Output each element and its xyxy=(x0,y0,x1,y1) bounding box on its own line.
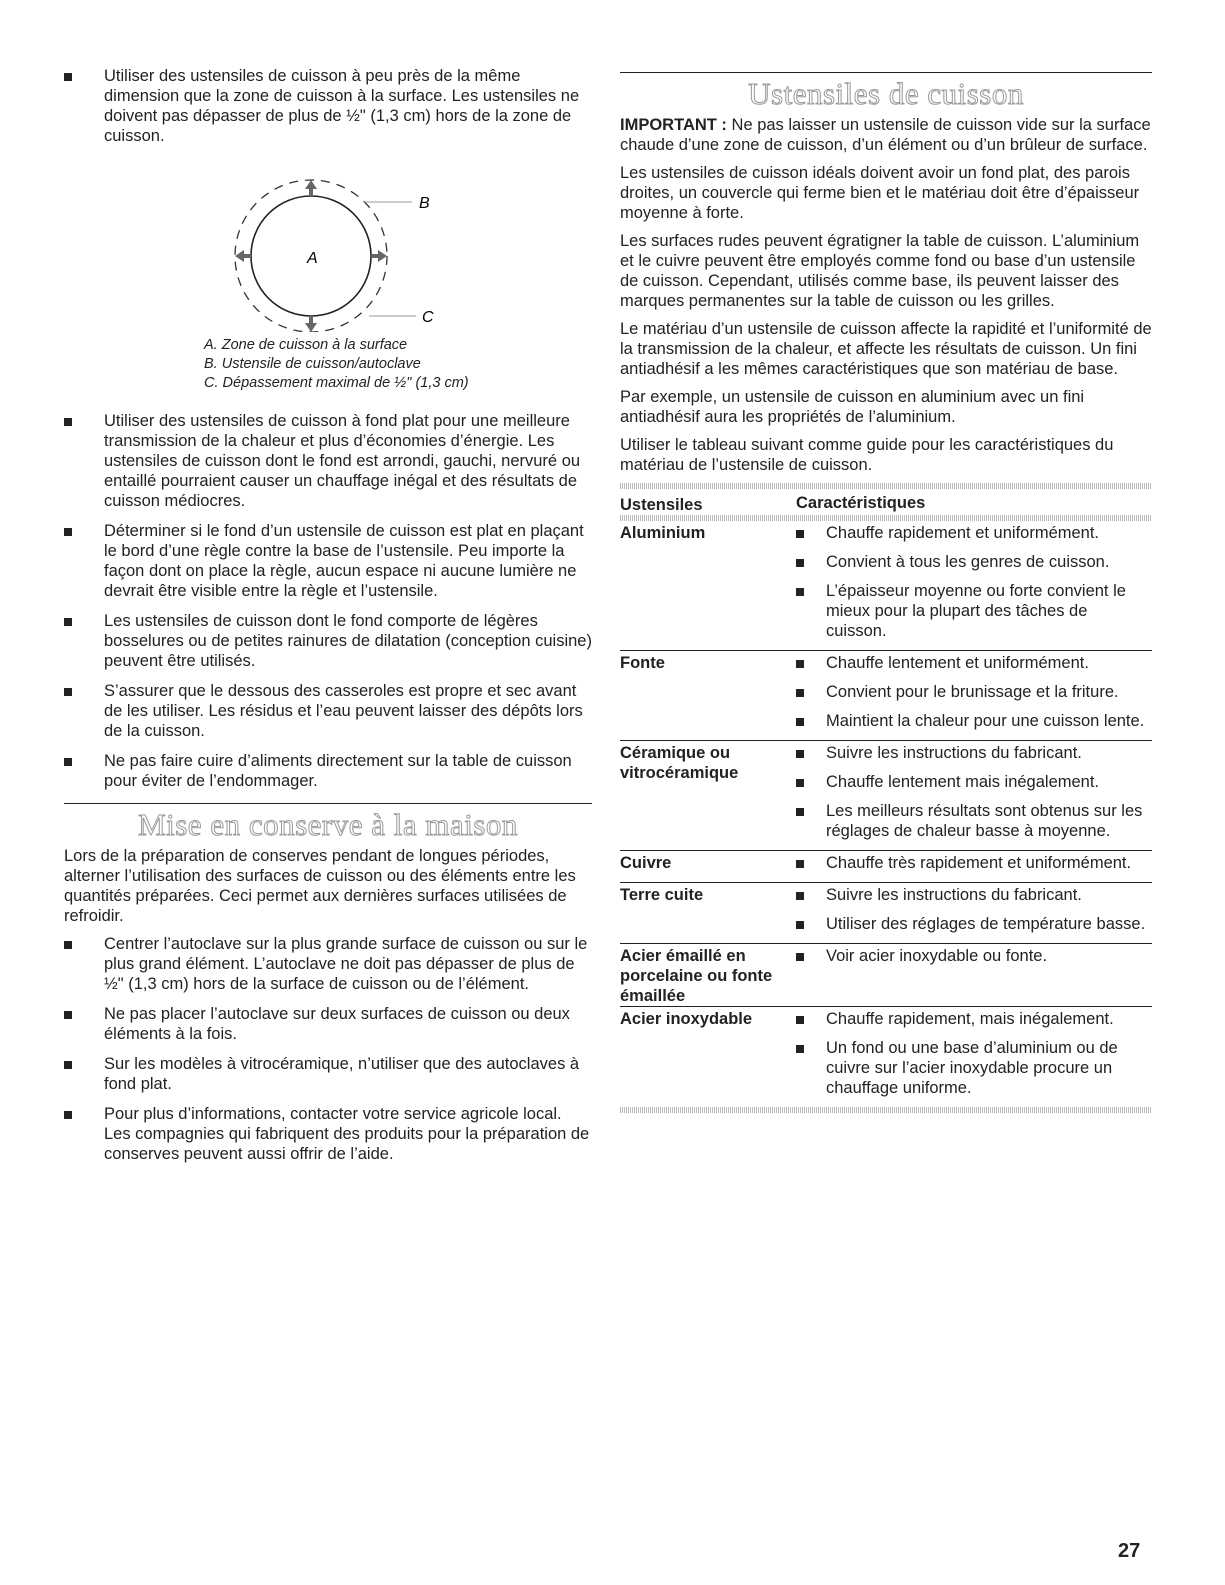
important-label: IMPORTANT : xyxy=(620,116,727,134)
material-row xyxy=(620,851,1152,883)
material-name: Acier émaillé en porcelaine ou fonte émaillée xyxy=(620,944,796,1007)
caption-line: C. Dépassement maximal de ½" (1,3 cm) xyxy=(204,375,469,391)
canning-list xyxy=(64,934,592,1164)
table-header-characteristics: Caractéristiques xyxy=(796,494,926,512)
body-paragraph: Le matériau d’un ustensile de cuisson affecte la rapidité et l’uniformité de la transmission de la chaleur, et affecte les résultats de cuisson. Un fini antiadhésif a les mêmes caractéristiques que son matériau de base. xyxy=(620,320,1152,378)
feature-item: Voir acier inoxydable ou fonte. xyxy=(796,946,1152,966)
material-row xyxy=(620,944,1152,1007)
feature-item: Convient pour le brunissage et la friture. xyxy=(796,682,1152,702)
important-text: Ne pas laisser un ustensile de cuisson vide sur la surface chaude d’une zone de cuisson, d’un élément ou d’un brûleur de surface. xyxy=(620,116,1151,154)
cookware-diagram-svg xyxy=(64,156,592,332)
cookware-size-list xyxy=(64,66,592,146)
feature-item: Chauffe lentement et uniformément. xyxy=(796,653,1152,673)
bullet-item: Ne pas placer l’autoclave sur deux surfaces de cuisson ou deux éléments à la fois. xyxy=(64,1004,592,1044)
figure-caption xyxy=(204,336,592,393)
feature-item: L’épaisseur moyenne ou forte convient le mieux pour la plupart des tâches de cuisson. xyxy=(796,581,1152,641)
bullet-item: Sur les modèles à vitrocéramique, n’utiliser que des autoclaves à fond plat. xyxy=(64,1054,592,1094)
material-features xyxy=(796,521,1152,651)
section-divider xyxy=(620,72,1152,73)
important-note xyxy=(620,115,1152,155)
body-paragraph: Par exemple, un ustensile de cuisson en aluminium avec un fini antiadhésif aura les propriétés de l’aluminium. xyxy=(620,388,1085,426)
bullet-item: Déterminer si le fond d’un ustensile de cuisson est plat en plaçant le bord d’une règle contre la base de l’ustensile. Peu importe la façon dont on place la règle, aucun espace ni aucune lumière ne devrait être visible entre la règle et l’ustensile. xyxy=(64,521,592,601)
material-features xyxy=(796,1007,1152,1108)
material-row xyxy=(620,1007,1152,1108)
material-name: Aluminium xyxy=(620,524,706,542)
feature-item: Chauffe lentement mais inégalement. xyxy=(796,772,1152,792)
material-features xyxy=(796,741,1152,851)
body-paragraph: Utiliser le tableau suivant comme guide pour les caractéristiques du matériau de l’ustensile de cuisson. xyxy=(620,436,1114,474)
material-features xyxy=(796,851,1152,883)
materials-table xyxy=(620,493,1152,1107)
feature-item: Suivre les instructions du fabricant. xyxy=(796,743,1152,763)
feature-item: Maintient la chaleur pour une cuisson lente. xyxy=(796,711,1152,731)
table-bottom-rule xyxy=(620,1107,1152,1113)
left-column xyxy=(64,66,592,1174)
bullet-item: Utiliser des ustensiles de cuisson à fond plat pour une meilleure transmission de la chaleur et plus d’économies d’énergie. Les ustensiles de cuisson dont le fond est arrondi, gauchi, nervuré ou entaillé pourraient causer un chauffage inégal et des résultats de cuisson médiocres. xyxy=(64,411,592,511)
feature-item: Suivre les instructions du fabricant. xyxy=(796,885,1152,905)
feature-item: Utiliser des réglages de température basse. xyxy=(796,914,1152,934)
material-name: Cuivre xyxy=(620,851,796,883)
cookware-diagram xyxy=(64,156,592,332)
body-paragraph: Les ustensiles de cuisson idéals doivent avoir un fond plat, des parois droites, un couvercle qui ferme bien et le matériau doit être d’épaisseur moyenne à forte. xyxy=(620,164,1140,222)
feature-item: Chauffe rapidement, mais inégalement. xyxy=(796,1009,1152,1029)
cookware-paragraphs xyxy=(620,163,1152,475)
canning-heading: Mise en conserve à la maison xyxy=(138,807,518,842)
material-row xyxy=(620,521,1152,651)
feature-item: Convient à tous les genres de cuisson. xyxy=(796,552,1152,572)
section-divider xyxy=(64,803,592,804)
material-name: Fonte xyxy=(620,651,796,741)
material-row xyxy=(620,741,1152,851)
body-paragraph: Les surfaces rudes peuvent égratigner la table de cuisson. L’aluminium et le cuivre peuvent être employés comme fond ou base d’un ustensile de cuisson. Cependant, utilisés comme base, ils peuvent laisser des marques permanentes sur la table de cuisson ou les grilles. xyxy=(620,232,1140,310)
feature-item: Un fond ou une base d’aluminium ou de cuivre sur l’acier inoxydable procure un chauffage uniforme. xyxy=(796,1038,1152,1098)
cookware-tips-list xyxy=(64,411,592,791)
label-a: A xyxy=(307,250,318,267)
right-column xyxy=(620,72,1152,1113)
bullet-item: Utiliser des ustensiles de cuisson à peu près de la même dimension que la zone de cuisson à la surface. Les ustensiles ne doivent pas dépasser de plus de ½" (1,3 cm) hors de la zone de cuisson. xyxy=(64,66,592,146)
material-features xyxy=(796,944,1152,1007)
material-features xyxy=(796,883,1152,944)
label-c: C xyxy=(422,309,434,326)
material-row xyxy=(620,883,1152,944)
table-header-materials: Ustensiles xyxy=(620,496,703,514)
table-top-rule xyxy=(620,483,1152,489)
feature-item: Chauffe très rapidement et uniformément. xyxy=(796,853,1152,873)
bullet-item: Pour plus d’informations, contacter votre service agricole local. Les compagnies qui fabriquent des produits pour la préparation de conserves peuvent aussi offrir de l’aide. xyxy=(64,1104,592,1164)
caption-line: A. Zone de cuisson à la surface xyxy=(204,337,408,353)
material-name: Terre cuite xyxy=(620,883,796,944)
material-features xyxy=(796,651,1152,741)
cookware-heading: Ustensiles de cuisson xyxy=(748,76,1024,111)
caption-line: B. Ustensile de cuisson/autoclave xyxy=(204,356,421,372)
bullet-item: S’assurer que le dessous des casseroles est propre et sec avant de les utiliser. Les résidus et l’eau peuvent laisser des dépôts lors de la cuisson. xyxy=(64,681,592,741)
canning-intro: Lors de la préparation de conserves pendant de longues périodes, alterner l’utilisation des surfaces de cuisson ou des éléments entre les quantités préparées. Ceci permet aux dernières surfaces utilisées de refroidir. xyxy=(64,847,576,925)
feature-item: Chauffe rapidement et uniformément. xyxy=(796,523,1152,543)
material-name: Acier inoxydable xyxy=(620,1007,796,1108)
bullet-item: Centrer l’autoclave sur la plus grande surface de cuisson ou sur le plus grand élément. L’autoclave ne doit pas dépasser de plus de ½" (1,3 cm) hors de la surface de cuisson ou de l’élément. xyxy=(64,934,592,994)
bullet-item: Les ustensiles de cuisson dont le fond comporte de légères bosselures ou de petites rainures de dilatation (conception cuisine) peuvent être utilisés. xyxy=(64,611,592,671)
material-row xyxy=(620,651,1152,741)
label-b: B xyxy=(419,195,430,212)
feature-item: Les meilleurs résultats sont obtenus sur les réglages de chaleur basse à moyenne. xyxy=(796,801,1152,841)
page-number: 27 xyxy=(1118,1540,1141,1562)
bullet-item: Ne pas faire cuire d’aliments directement sur la table de cuisson pour éviter de l’endommager. xyxy=(64,751,592,791)
material-name: Céramique ou vitrocéramique xyxy=(620,741,796,851)
